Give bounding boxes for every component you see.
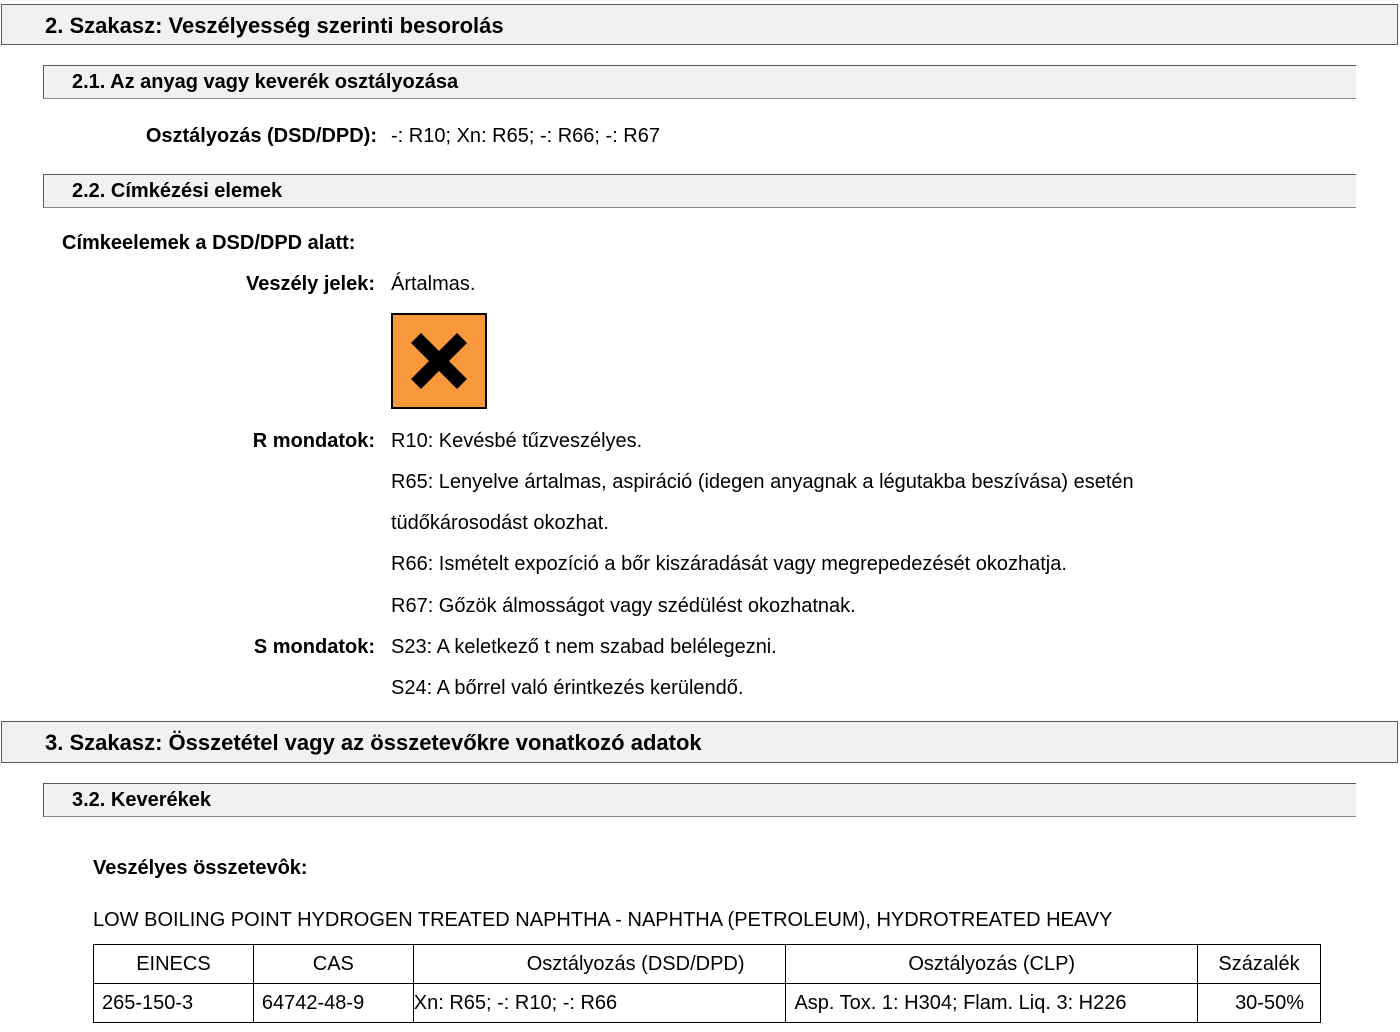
cell-cas: 64742-48-9 [253, 984, 413, 1023]
substance-name: LOW BOILING POINT HYDROGEN TREATED NAPHTHA - NAPHTHA (PETROLEUM), HYDROTREATED HEAVY [93, 909, 1113, 931]
section-3-header: 3. Szakasz: Összetétel vagy az összetevőkre vonatkozó adatok [1, 721, 1398, 763]
classification-label: Osztályozás (DSD/DPD): [145, 125, 377, 147]
r-phrases-label: R mondatok: [252, 430, 375, 452]
r-phrase-continuation: tüdőkárosodást okozhat. [391, 512, 609, 534]
hazard-symbols-label: Veszély jelek: [246, 273, 375, 295]
table-header-row [94, 945, 1321, 984]
harmful-x-icon [391, 313, 487, 409]
hazardous-components-label: Veszélyes összetevôk: [93, 857, 308, 879]
classification-value: -: R10; Xn: R65; -: R66; -: R67 [391, 125, 660, 147]
column-header-dsd-classification: Osztályozás (DSD/DPD) [413, 945, 786, 984]
s-phrase: S23: A keletkező t nem szabad belélegezni. [391, 636, 777, 658]
column-header-clp-classification: Osztályozás (CLP) [786, 945, 1198, 984]
column-header-einecs: EINECS [94, 945, 254, 984]
subsection-2-2-header: 2.2. Címkézési elemek [43, 174, 1356, 208]
column-header-percentage: Százalék [1198, 945, 1321, 984]
r-phrase: R10: Kevésbé tűzveszélyes. [391, 430, 643, 452]
r-phrase: R67: Gőzök álmosságot vagy szédülést okozhatnak. [391, 595, 856, 617]
components-table [93, 944, 1321, 1023]
s-phrase: S24: A bőrrel való érintkezés kerülendő. [391, 677, 744, 699]
label-elements-title: Címkeelemek a DSD/DPD alatt: [62, 232, 356, 254]
s-phrases-label: S mondatok: [253, 636, 375, 658]
cell-clp-classification: Asp. Tox. 1: H304; Flam. Liq. 3: H226 [786, 984, 1198, 1023]
r-phrase: R66: Ismételt expozíció a bőr kiszáradását vagy megrepedezését okozhatja. [391, 553, 1067, 575]
subsection-2-1-header: 2.1. Az anyag vagy keverék osztályozása [43, 65, 1356, 99]
cell-percentage: 30-50% [1198, 984, 1321, 1023]
section-2-header: 2. Szakasz: Veszélyesség szerinti besorolás [1, 4, 1398, 45]
hazard-symbols-value: Ártalmas. [391, 273, 476, 295]
r-phrase: R65: Lenyelve ártalmas, aspiráció (idegen anyagnak a légutakba beszívása) esetén [391, 471, 1134, 493]
cell-einecs: 265-150-3 [94, 984, 254, 1023]
table-row [94, 984, 1321, 1023]
subsection-3-2-header: 3.2. Keverékek [43, 783, 1356, 817]
column-header-cas: CAS [253, 945, 413, 984]
x-cross-icon [393, 315, 485, 407]
cell-dsd-classification: Xn: R65; -: R10; -: R66 [413, 984, 786, 1023]
